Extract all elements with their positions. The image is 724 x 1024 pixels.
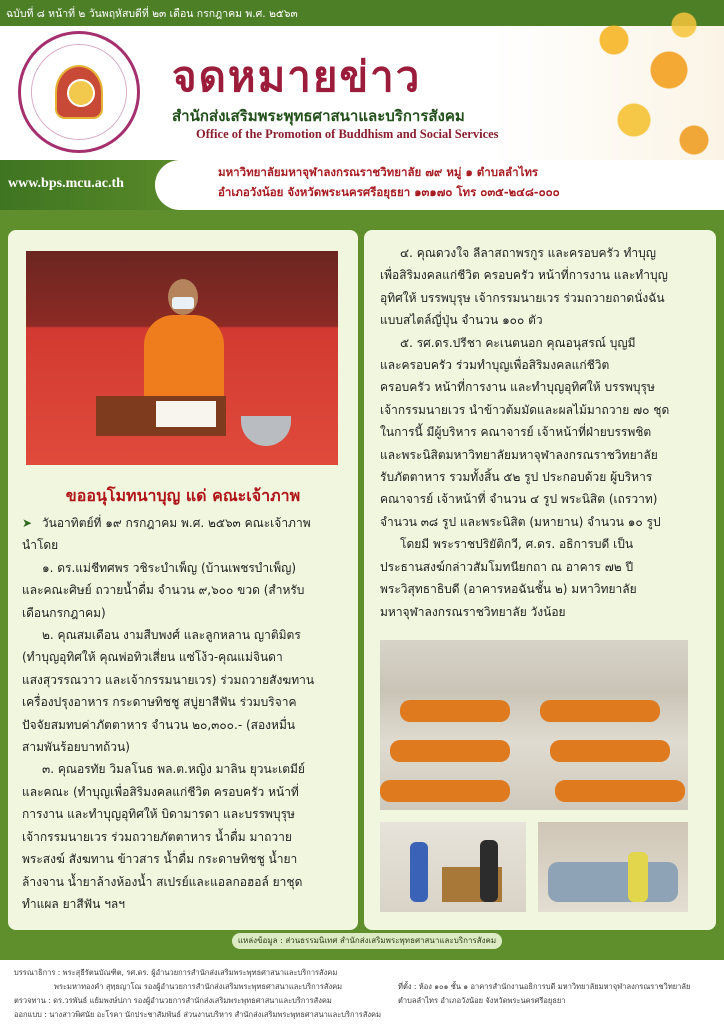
article-line: พระสงฆ์ สังฆทาน ข้าวสาร น้ำดื่ม กระดาษทิชชู น้ำยา bbox=[22, 852, 298, 867]
monks-row bbox=[400, 700, 510, 722]
article-line: พระวิสุทธาธิบดี (อาคารหอฉันชั้น ๒) มหาวิทยาลัย bbox=[380, 582, 637, 597]
article-line: แสงสุวรรณวาว และเจ้ากรรมนายเวร) ร่วมถวายสังฆทาน bbox=[22, 672, 315, 687]
issue-line: ฉบับที่ ๘ หน้าที่ ๒ วันพฤหัสบดีที่ ๒๓ เดือน กรกฎาคม พ.ศ. ๒๕๖๓ bbox=[6, 8, 298, 20]
article-line: ๓. คุณอรทัย วิมลโนธ พล.ต.หญิง มาลิน ยุวนะเตมีย์ bbox=[42, 762, 305, 777]
article-line: ๑. ดร.แม่ชีทศพร วชิระบำเพ็ญ (บ้านเพชรบำเพ็ญ) bbox=[42, 560, 297, 575]
article-line: มหาจุฬาลงกรณราชวิทยาลัย วังน้อย bbox=[380, 604, 566, 619]
article-line: การงาน และทำบุญอุทิศให้ บิดามารดา และบรรพบุรุษ bbox=[22, 807, 295, 822]
article-line: จำนวน ๓๘ รูป และพระนิสิต (มหายาน) จำนวน ๑๐ รูป bbox=[380, 514, 661, 529]
article-line: และพระนิสิตมหาวิทยาลัยมหาจุฬาลงกรณราชวิทยาลัย bbox=[380, 447, 658, 462]
footer-line: ตำบลลำไทร อำเภอวังน้อย จังหวัดพระนครศรีอยุธยา bbox=[398, 996, 566, 1005]
newsletter-title: จดหมายข่าว bbox=[172, 52, 422, 101]
article-line: อุทิศให้ บรรพบุรุษ เจ้ากรรมนายเวร ร่วมถวายถาดนั่งฉัน bbox=[380, 290, 665, 305]
website-link[interactable]: www.bps.mcu.ac.th bbox=[8, 176, 124, 191]
article-line: โดยมี พระราชปริยัติกวี, ศ.ดร. อธิการบดี เป็น bbox=[400, 537, 634, 552]
article-line: แบบสไตล์ญี่ปุ่น จำนวน ๑๐๐ ตัว bbox=[380, 313, 543, 328]
office-name-english: Office of the Promotion of Buddhism and Social Services bbox=[196, 127, 499, 141]
article-line: รับภัตตาหาร รวมทั้งสิ้น ๕๒ รูป ประกอบด้วย ผู้บริหาร bbox=[380, 470, 653, 485]
article-line: ➤ วันอาทิตย์ที่ ๑๙ กรกฎาคม พ.ศ. ๒๕๖๓ คณะเจ้าภาพ bbox=[22, 516, 311, 530]
arrow-icon: ➤ bbox=[22, 516, 33, 530]
paper bbox=[156, 401, 216, 427]
footer-line: ออกแบบ : นางสาวพิศนัย อะโรคา นักประชาสัมพันธ์ ส่วนงานบริหาร สำนักส่งเสริมพระพุทธศาสนาและบริการสังคม bbox=[14, 1010, 382, 1019]
article-line: คณาจารย์ เจ้าหน้าที่ จำนวน ๔ รูป พระนิสิต (เถรวาท) bbox=[380, 492, 658, 507]
footer-line: ที่ตั้ง : ห้อง ๑๐๑ ชั้น ๑ อาคารสำนักงานอธิการบดี มหาวิทยาลัยมหาจุฬาลงกรณราชวิทยาลัย bbox=[398, 982, 691, 991]
monks-row bbox=[390, 740, 510, 762]
article-line: และคณะ (ทำบุญเพื่อสิริมงคลแก่ชีวิต ครอบครัว หน้าที่ bbox=[22, 784, 299, 799]
monks-row bbox=[540, 700, 660, 722]
monks-row bbox=[550, 740, 670, 762]
article-line: เครื่องปรุงอาหาร กระดาษทิชชู สบู่ยาสีฟัน ร่วมบริจาค bbox=[22, 695, 297, 710]
alms-bowl bbox=[241, 416, 291, 446]
monks-row bbox=[380, 780, 510, 802]
office-name-thai: สำนักส่งเสริมพระพุทธศาสนาและบริการสังคม bbox=[172, 107, 465, 125]
article-line: ครอบครัว หน้าที่การงาน และทำบุญอุทิศให้ บรรพบุรุษ bbox=[380, 380, 655, 395]
right-article bbox=[380, 242, 706, 623]
article-line: นำโดย bbox=[22, 538, 59, 553]
donation-photo bbox=[380, 822, 526, 912]
footer-location bbox=[398, 980, 690, 1008]
monk-photo bbox=[26, 251, 338, 465]
address-line-1: มหาวิทยาลัยมหาจุฬาลงกรณราชวิทยาลัย ๗๙ หมู่ ๑ ตำบลลำไทร bbox=[218, 165, 539, 179]
left-article bbox=[22, 512, 348, 915]
article-line: เพื่อสิริมงคลแก่ชีวิต ครอบครัว หน้าที่การงาน และทำบุญ bbox=[380, 268, 668, 283]
article-line: และครอบครัว ร่วมทำบุญเพื่อสิริมงคลแก่ชีวิต bbox=[380, 358, 610, 373]
banner-title: ขออนุโมทนาบุญ แด่ คณะเจ้าภาพ bbox=[65, 486, 301, 505]
article-line: ประธานสงฆ์กล่าวสัมโมทนียกถา ณ อาคาร ๗๒ ปี bbox=[380, 559, 634, 574]
article-line: ๔. คุณดวงใจ ลีลาสถาพรกูร และครอบครัว ทำบุญ bbox=[400, 246, 656, 260]
audience-photo bbox=[538, 822, 688, 912]
footer-line: บรรณาธิการ : พระสุธีรัตนบัณฑิต, รศ.ดร. ผู้อำนวยการสำนักส่งเสริมพระพุทธศาสนาและบริการสังคม bbox=[14, 968, 338, 977]
article-line: (ทำบุญอุทิศให้ คุณพ่อทิวเสี่ยน แซ่โง้ว-คุณแม่จินดา bbox=[22, 650, 283, 665]
office-logo bbox=[18, 31, 140, 153]
footer-credits bbox=[14, 966, 381, 1022]
article-line: เจ้ากรรมนายเวร ร่วมถวายภัตตาหาร น้ำดื่ม มาถวาย bbox=[22, 829, 292, 844]
article-line: ปัจจัยสมทบค่าภัตตาหาร จำนวน ๒๐,๓๐๐.- (สองหมื่น bbox=[22, 717, 296, 732]
article-line: ในการนี้ มีผู้บริหาร คณาจารย์ เจ้าหน้าที่ฝ่ายบรรพชิต bbox=[380, 425, 652, 440]
article-line: ทำแผล ยาสีฟัน ฯลฯ bbox=[22, 896, 126, 911]
source-note: แหล่งข้อมูล : ส่วนธรรมนิเทศ สำนักส่งเสริมพระพุทธศาสนาและบริการสังคม bbox=[232, 933, 502, 949]
article-line: เดือนกรกฎาคม) bbox=[22, 605, 106, 620]
article-line: ล้างจาน น้ำยาล้างห้องน้ำ สเปรย์และแอลกอฮอล์ ยาชุด bbox=[22, 874, 303, 889]
dining-hall-photo bbox=[380, 640, 688, 810]
article-line: และคณะศิษย์ ถวายน้ำดื่ม จำนวน ๙,๖๐๐ ขวด (สำหรับ bbox=[22, 583, 305, 598]
address-line-2: อำเภอวังน้อย จังหวัดพระนครศรีอยุธยา ๑๓๑๗๐ โทร ๐๓๕-๒๔๘-๐๐๐ bbox=[218, 185, 560, 199]
emblem-icon bbox=[55, 65, 103, 119]
article-line: ๒. คุณสมเดือน งามสืบพงศ์ และลูกหลาน ญาติมิตร bbox=[42, 628, 301, 643]
article-line: สามพันร้อยบาทถ้วน) bbox=[22, 740, 130, 755]
article-line: ๕. รศ.ดร.ปรีชา คะเนตนอก คุณอนุสรณ์ บุญมี bbox=[400, 335, 636, 350]
footer-line: ตรวจทาน : ดร.วรพันธ์ แย้มพงษ์ปภา รองผู้อำนวยการสำนักส่งเสริมพระพุทธศาสนาและบริการสังคม bbox=[14, 996, 332, 1005]
monks-row bbox=[555, 780, 685, 802]
footer-line: พระมหาทองคำ สุทฺธญาโณ รองผู้อำนวยการสำนักส่งเสริมพระพุทธศาสนาและบริการสังคม bbox=[54, 982, 343, 991]
article-line: เจ้ากรรมนายเวร นำข้าวต้มมัดและผลไม้มาถวาย ๗๐ ชุด bbox=[380, 402, 670, 417]
